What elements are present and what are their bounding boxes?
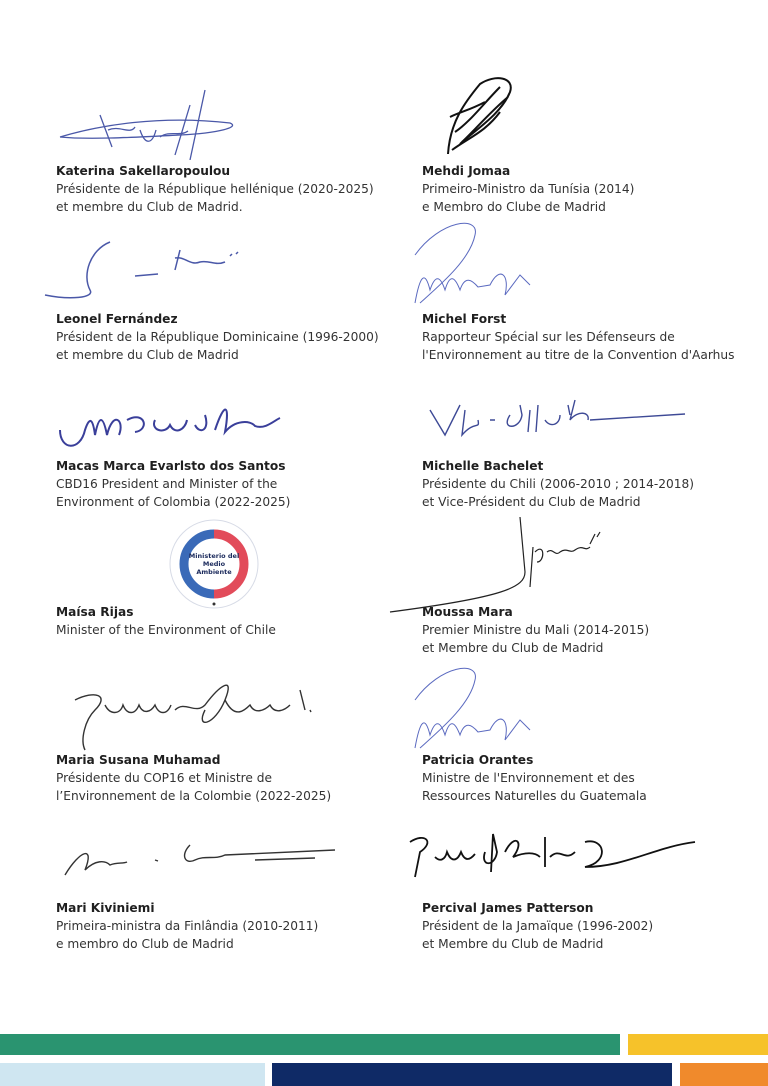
signatory-name: Macas Marca Evarlsto dos Santos [56,459,286,473]
stamp-center-text-1: Ministerio del [188,552,240,560]
signature-mara [385,512,640,617]
signatory-title-line: Primeira-ministra da Finlândia (2010-2011) [56,919,319,933]
footer-bar-light-blue [0,1063,265,1086]
signatory-title-line: l'Environnement au titre de la Convention d'Aarhus [422,348,735,362]
signature-bachelet [420,390,690,445]
signatory-title-line: Environment of Colombia (2022-2025) [56,495,291,509]
signature-orantes [400,660,540,755]
signatory-title-line: Premier Ministre du Mali (2014-2015) [422,623,650,637]
signatory-title-line: et Membre du Club de Madrid [422,937,604,951]
signatory-title-line: CBD16 President and Minister of the [56,477,278,491]
stamp-center-text-2: Medio [202,560,226,568]
signature-evaristo [55,390,285,455]
signatory-name: Patricia Orantes [422,753,534,767]
footer-bar-navy [272,1063,672,1086]
signatory-title-line: et Vice-Président du Club de Madrid [422,495,641,509]
signature-forst [400,215,540,310]
signature-sakellaropoulou [40,85,250,160]
signatory-block [56,457,396,511]
signatory-title-line: e Membro do Clube de Madrid [422,200,606,214]
signatory-name: Mari Kiviniemi [56,901,155,915]
signature-jomaa [440,72,525,162]
signatory-name: Maísa Rijas [56,605,134,619]
signatory-name: Katerina Sakellaropoulou [56,164,231,178]
signatory-name: Michel Forst [422,312,507,326]
signatory-title-line: et membre du Club de Madrid [56,348,239,362]
signatory-block [422,603,762,657]
signatory-block [56,310,396,364]
signatory-block [56,162,396,216]
signatory-block [56,751,396,805]
signature-fernandez [40,230,250,305]
signatory-title-line: et membre du Club de Madrid. [56,200,243,214]
signatory-name: Michelle Bachelet [422,459,544,473]
signatory-title-line: l’Environnement de la Colombie (2022-2025) [56,789,332,803]
footer-bar-orange [680,1063,768,1086]
signatory-title-line: Minister of the Environment of Chile [56,623,276,637]
signatory-name: Leonel Fernández [56,312,178,326]
signatory-block [422,899,762,953]
signature-patterson [395,822,705,887]
signatory-title-line: Président de la Jamaïque (1996-2002) [422,919,654,933]
signatory-name: Maria Susana Muhamad [56,753,221,767]
signatory-title-line: Ressources Naturelles du Guatemala [422,789,647,803]
footer-bar-green [0,1034,620,1055]
footer-bar-yellow [628,1034,768,1055]
signatory-name: Mehdi Jomaa [422,164,511,178]
signatory-block [422,310,762,364]
signatory-title-line: e membro do Club de Madrid [56,937,234,951]
signatory-title-line: Présidente de la République hellénique (2020-2025) [56,182,374,196]
signatory-block [422,457,762,511]
signatory-title-line: Présidente du COP16 et Ministre de [56,771,273,785]
signature-kiviniemi [55,830,340,885]
signatory-block [422,751,762,805]
stamp-center-text-3: Ambiente [196,568,232,576]
signatory-name: Percival James Patterson [422,901,594,915]
signatory-title-line: et Membre du Club de Madrid [422,641,604,655]
signatory-title-line: Président de la République Dominicaine (1996-2000) [56,330,379,344]
ministry-stamp [168,518,260,610]
signatory-block [422,162,762,216]
signatory-title-line: Rapporteur Spécial sur les Défenseurs de [422,330,675,344]
signatory-name: Moussa Mara [422,605,513,619]
signature-muhamad [55,670,325,755]
signatory-block [56,603,396,639]
signatory-title-line: Primeiro-Ministro da Tunísia (2014) [422,182,635,196]
signatory-title-line: Présidente du Chili (2006-2010 ; 2014-2018) [422,477,695,491]
signatory-block [56,899,396,953]
signatory-title-line: Ministre de l'Environnement et des [422,771,635,785]
